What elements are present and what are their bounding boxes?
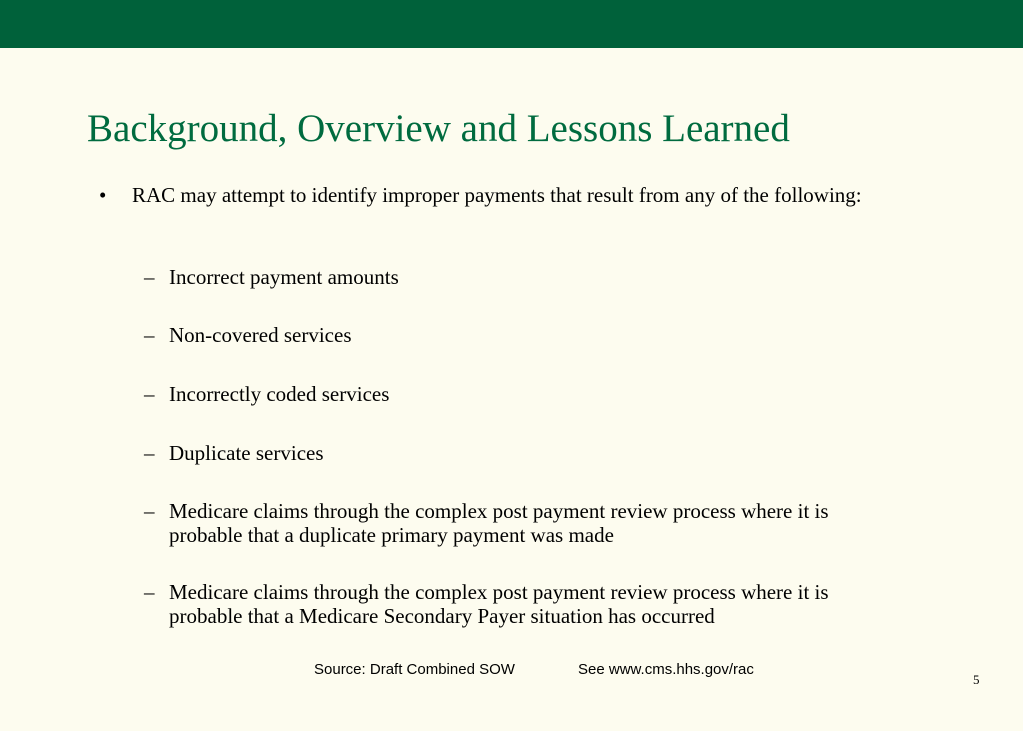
dash-marker: – [144, 580, 155, 604]
sub-item-text: Incorrectly coded services [169, 382, 390, 406]
main-bullet-text: RAC may attempt to identify improper payments that result from any of the following: [132, 183, 862, 207]
dash-marker: – [144, 382, 155, 406]
sub-item-text: Medicare claims through the complex post payment review process where it is probable that a duplicate primary payment was made [169, 499, 829, 547]
top-bar [0, 0, 1023, 48]
dash-marker: – [144, 499, 155, 523]
bullet-marker: • [99, 183, 107, 207]
dash-marker: – [144, 265, 155, 289]
dash-marker: – [144, 323, 155, 347]
sub-item-text: Non-covered services [169, 323, 352, 347]
source-note: Source: Draft Combined SOW [314, 661, 515, 678]
sub-item-text: Duplicate services [169, 441, 324, 465]
dash-marker: – [144, 441, 155, 465]
see-link-note: See www.cms.hhs.gov/rac [578, 661, 754, 678]
page-number: 5 [973, 672, 980, 687]
sub-item-text: Incorrect payment amounts [169, 265, 399, 289]
sub-item-text: Medicare claims through the complex post payment review process where it is probable that a Medicare Secondary Payer situation has occurred [169, 580, 829, 628]
slide-title: Background, Overview and Lessons Learned [87, 107, 790, 150]
